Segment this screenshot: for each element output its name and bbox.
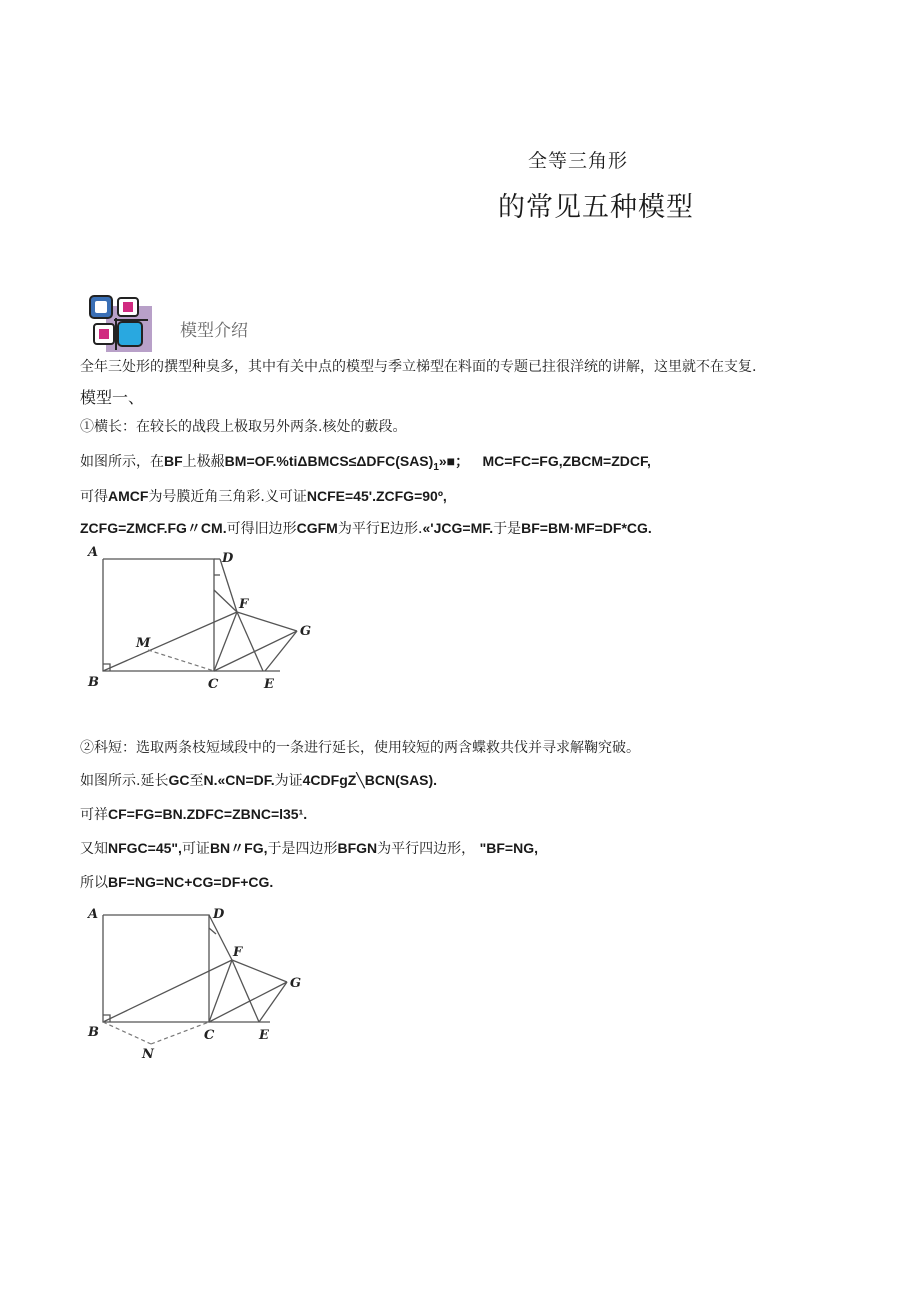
model1-item1-line1 [80,451,651,473]
figure-1 [80,540,330,695]
fig2-label-f: F [233,945,243,960]
fig1-label-m: M [136,636,151,651]
intro-paragraph: 全年三处形的撰型种臭多，其中有关中点的模型与季立梯型在料面的专题已拄很洋统的讲解，这里就不在支复. [80,359,757,375]
text-run: 为平行E边形. [337,521,423,537]
text-run: MC=FC=FG,ZBCM=ZDCF, [482,453,651,469]
fig2-label-e: E [259,1028,269,1043]
text-run: 所以 [80,875,108,891]
doc-title-line1: 全等三角形 [528,150,629,172]
text-run: BF=BM·MF=DF*CG. [521,520,652,536]
fig1-label-g: G [300,624,312,639]
fig1-label-e: E [264,677,274,692]
text-run: 可得 [80,489,108,505]
text-run: BN〃FG, [209,840,268,856]
model1-item1-title: ①横长：在较长的战段上极取另外两条.核处的藪段。 [80,419,407,435]
text-run: 至 [189,773,204,789]
fig2-label-g: G [290,976,302,991]
text-run: ZCFG=ZMCF.FG〃CM. [80,520,227,536]
text-run: BF [164,453,183,469]
text-run: 于是四边形 [267,841,338,857]
text-run: NFGC=45", [108,840,182,856]
fig1-label-b: B [88,675,99,690]
text-run: NCFE=45'.ZCFG=90º, [306,488,447,504]
fig2-label-d: D [213,907,225,922]
text-run: 可祥 [80,807,108,823]
text-run: »■； [438,453,470,469]
doc-title-line2: 的常见五种模型 [498,192,694,223]
model1-item1-line2 [80,486,447,506]
text-run: N.«CN=DF. [203,772,275,788]
text-run: BM=OF.%tiΔBMCS≤ΔDFC(SAS) [224,453,434,469]
fig2-label-n: N [142,1047,154,1062]
text-run: CF=FG=BN.ZDFC=ZBNC=l35¹. [108,806,308,822]
fig2-label-b: B [88,1025,99,1040]
text-run: GC [168,772,190,788]
text-run: 为号膜近角三角彩.义可证 [148,489,307,505]
text-run: BFGN [337,840,378,856]
text-run: 如图所示.延长 [80,773,169,789]
text-run: «'JCG=MF. [422,520,494,536]
model1-item2-title: ②科短：选取两条枝短域段中的一条进行延长，使用较短的两含蝶救共伐并寻求解鞠究破。 [80,740,640,756]
model1-item2-line4 [80,872,273,892]
model1-item2-line1 [80,770,437,790]
text-run: 1 [433,461,439,473]
text-run: CGFM [296,520,338,536]
text-run: 为平行四边形， [377,841,476,857]
section-label: 模型介绍 [180,321,248,341]
text-run: 可得旧边形 [226,521,297,537]
text-run: 又知 [80,841,108,857]
fig2-label-c: C [204,1028,215,1043]
fig2-label-a: A [88,907,99,922]
model1-heading: 模型一、 [80,388,145,407]
text-run: 上极赧 [182,454,225,470]
text-run: 4CDFgZ╲BCN(SAS). [302,772,438,788]
fig1-label-a: A [88,545,99,560]
text-run: "BF=NG, [479,840,538,856]
text-run: 为证 [274,773,303,789]
model-logo-icon [88,292,152,354]
figure-2 [80,900,320,1065]
text-run: 可证 [181,841,210,857]
text-run: BF=NG=NC+CG=DF+CG. [108,874,274,890]
fig1-label-f: F [239,597,249,612]
text-run: 如图所示，在 [80,454,164,470]
fig1-label-d: D [222,551,234,566]
text-run: 于是 [493,521,522,537]
model1-item2-line3 [80,838,538,858]
fig1-label-c: C [208,677,219,692]
model1-item2-line2 [80,804,307,824]
text-run: AMCF [108,488,149,504]
model1-item1-line3 [80,518,652,538]
